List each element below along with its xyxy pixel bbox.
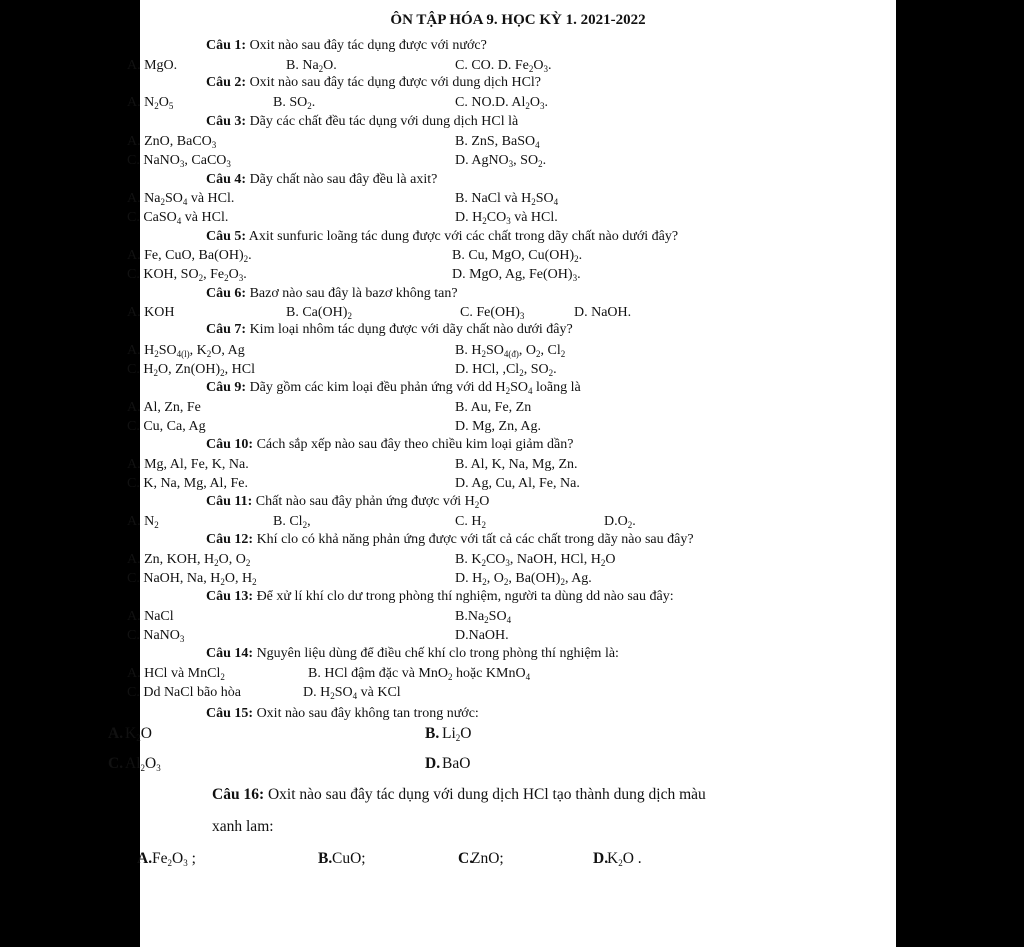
answer-option: D. NaOH. [574, 305, 632, 320]
answer-option: D. Ag, Cu, Al, Fe, Na. [455, 476, 580, 491]
question-number: Câu 12: [206, 532, 254, 547]
question-number: Câu 15: [206, 706, 254, 721]
question-11 [206, 532, 694, 548]
answer-option: A. Al, Zn, Fe [127, 400, 201, 415]
answer-option: C. $Fe(OH)_3$ [460, 305, 525, 321]
page-title: ÔN TẬP HÓA 9. HỌC KỲ 1. 2021-2022 [390, 12, 646, 28]
question-number: Câu 5: [206, 229, 247, 244]
answer-option: C. $H_2O$, $Zn(OH)_2$, HCl [127, 362, 256, 378]
answer-option: C. NaNO$_3$, CaCO$_3$ [127, 153, 231, 169]
question-6 [206, 286, 458, 302]
question-1 [206, 38, 487, 54]
answer-option: D.NaOH. [455, 628, 509, 643]
question-3 [206, 114, 518, 130]
answer-option: $K_2O$ . [607, 850, 642, 868]
answer-option: C. $H_2$ [455, 514, 486, 530]
question-8 [206, 380, 581, 396]
answer-option: A. ZnO, BaCO$_3$ [127, 134, 217, 150]
answer-option: A. [108, 725, 124, 742]
question-2 [206, 75, 541, 91]
answer-option: B. $Na_2O$. [286, 58, 337, 74]
question-10 [206, 494, 489, 510]
question-text: Chất nào sau đây phản ứng được với $H_2O$ [255, 494, 490, 510]
question-text: Nguyên liệu dùng để điều chế khí clo trong phòng thí nghiệm là: [256, 646, 619, 661]
answer-option: D. $H_2$, $O_2$, $Ba(OH)_2$, Ag. [455, 571, 592, 587]
answer-option: C. NaNO$_3$ [127, 628, 185, 644]
worksheet-page [108, 0, 896, 947]
answer-option: D. Mg, Zn, Ag. [455, 419, 541, 434]
answer-option: C. CaSO$_4$ và HCl. [127, 210, 229, 226]
question-text: Oxit nào sau đây tác dụng được với nước? [249, 38, 487, 53]
answer-option: A. $H_2SO_{4(l)}$, $K_2O$, Ag [127, 343, 245, 359]
answer-option: D. [593, 850, 609, 867]
answer-option: D. $H_2SO_4$ và KCl [303, 685, 401, 701]
question-number: Câu 7: [206, 322, 247, 337]
question-4 [206, 172, 437, 188]
question-text: Để xử lí khí clo dư trong phòng thí nghiệm, người ta dùng dd nào sau đây: [256, 589, 674, 604]
answer-option: A. KOH [127, 305, 175, 320]
answer-option: A. $N_2$ [127, 514, 159, 530]
answer-option: D. [425, 755, 441, 772]
question-number: Câu 1: [206, 38, 247, 53]
answer-option: B. $H_2SO_{4(đ)}$, $O_2$, $Cl_2$ [455, 343, 566, 359]
question-13 [206, 646, 619, 662]
question-15 [212, 786, 706, 804]
answer-option: D. $H_2CO_3$ và HCl. [455, 210, 558, 226]
answer-option: C. Dd NaCl bão hòa [127, 685, 241, 700]
answer-option: C. CO. D. $Fe_2O_3$. [455, 58, 552, 74]
answer-option: C. NO.D. $Al_2O_3$. [455, 95, 549, 111]
answer-option: $Al_2O_3$ [125, 755, 161, 773]
question-number: Câu 13: [206, 589, 254, 604]
question-text: Oxit nào sau đây không tan trong nước: [256, 706, 479, 721]
answer-option: B. HCl đậm đặc và MnO$_2$ hoặc KMnO$_4$ [308, 666, 531, 682]
answer-option: $D.O_2$. [604, 514, 636, 530]
answer-option: A. Zn, KOH, $H_2O$, $O_2$ [127, 552, 251, 568]
answer-option: A. Fe, CuO, $Ba(OH)_2$. [127, 248, 252, 264]
answer-option: B. Cu, MgO, $Cu(OH)_2$. [452, 248, 583, 264]
answer-option: A. NaCl [127, 609, 174, 624]
answer-option: B. $K_2CO_3$, NaOH, HCl, $H_2O$ [455, 552, 616, 568]
question-number: Câu 3: [206, 114, 247, 129]
answer-option: CuO; [332, 850, 366, 867]
answer-option: C. K, Na, Mg, Al, Fe. [127, 476, 248, 491]
question-14 [206, 706, 479, 722]
answer-option: A. MgO. [127, 58, 178, 73]
question-text: Oxit nào sau đây tác dụng với dung dịch HCl tạo thành dung dịch màu [267, 786, 706, 803]
answer-option: B. Al, K, Na, Mg, Zn. [455, 457, 578, 472]
answer-option: B. ZnS, BaSO$_4$ [455, 134, 540, 150]
answer-option: $Fe_2O_3$ ; [152, 850, 196, 868]
answer-option: A. [137, 850, 153, 867]
answer-option: B. Au, Fe, Zn [455, 400, 532, 415]
answer-option: B. $SO_2$. [273, 95, 316, 111]
question-text: Axit sunfuric loãng tác dung được với các chất trong dãy chất nào dưới đây? [248, 229, 679, 244]
answer-option: A. HCl và MnCl$_2$ [127, 666, 225, 682]
answer-option: $K_2O$ [125, 725, 152, 743]
question-text: Khí clo có khả năng phản ứng được với tất cả các chất trong dãy nào sau đây? [256, 532, 694, 547]
question-text: Dãy gồm các kim loại đều phản ứng với dd $H_2SO_4$ loãng là [249, 380, 581, 396]
answer-option: BaO [442, 755, 471, 772]
answer-option: C. KOH, $SO_2$, $Fe_2O_3$. [127, 267, 247, 283]
answer-option: B. NaCl và $H_2SO_4$ [455, 191, 559, 207]
answer-option: C. [108, 755, 124, 772]
answer-option: B. $Cl_2$, [273, 514, 311, 530]
answer-option: D. MgO, Ag, $Fe(OH)_3$. [452, 267, 581, 283]
question-number: Câu 16: [212, 786, 265, 803]
answer-option: $B.Na_2SO_4$ [455, 609, 512, 625]
question-text: Dãy các chất đều tác dụng với dung dịch HCl là [249, 114, 519, 129]
question-text: Cách sắp xếp nào sau đây theo chiều kim loại giảm dần? [256, 437, 574, 452]
answer-option: B. [425, 725, 440, 742]
answer-option: D. AgNO$_3$, $SO_2$. [455, 153, 547, 169]
question-number: Câu 10: [206, 437, 254, 452]
answer-option: C. Cu, Ca, Ag [127, 419, 206, 434]
answer-option: C. [458, 850, 474, 867]
question-9 [206, 437, 573, 453]
answer-option: D. HCl, $,Cl_2$, $SO_2$. [455, 362, 557, 378]
question-number: Câu 4: [206, 172, 247, 187]
question-7 [206, 322, 573, 338]
question-text: Dãy chất nào sau đây đều là axit? [249, 172, 438, 187]
question-text: Bazơ nào sau đây là bazơ không tan? [249, 286, 458, 301]
answer-option: $Li_2O$ [442, 725, 472, 743]
question-number: Câu 14: [206, 646, 254, 661]
question-number: Câu 11: [206, 494, 253, 509]
question-number: Câu 2: [206, 75, 247, 90]
question-number: Câu 9: [206, 380, 247, 395]
answer-option: B. $Ca(OH)_2$ [286, 305, 352, 321]
answer-option: A. $Na_2SO_4$ và HCl. [127, 191, 235, 207]
question-12 [206, 589, 674, 605]
answer-option: A. Mg, Al, Fe, K, Na. [127, 457, 249, 472]
answer-option: C. NaOH, Na, $H_2O$, $H_2$ [127, 571, 257, 587]
question-text: Kim loại nhôm tác dụng được với dãy chất nào dưới đây? [249, 322, 573, 337]
answer-option: B. [318, 850, 333, 867]
question-text-continued: xanh lam: [212, 818, 274, 835]
answer-option: ZnO; [471, 850, 504, 867]
question-5 [206, 229, 678, 245]
question-number: Câu 6: [206, 286, 247, 301]
question-text: Oxit nào sau đây tác dụng được với dung dịch HCl? [249, 75, 542, 90]
answer-option: A. $N_2O_5$ [127, 95, 174, 111]
